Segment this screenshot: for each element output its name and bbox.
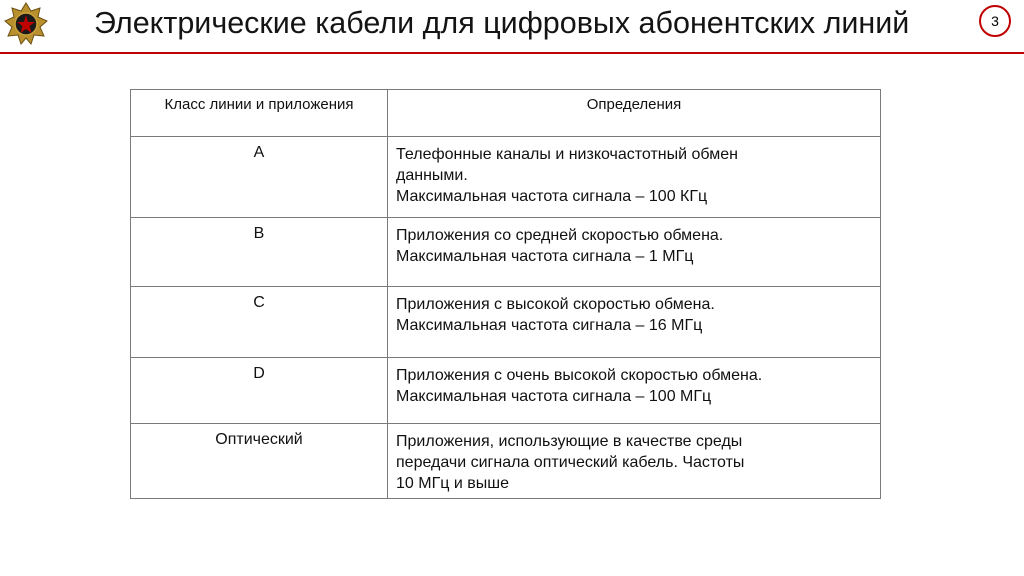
page-title: Электрические кабели для цифровых абонентских линий <box>94 6 910 40</box>
definition-cell: Приложения, использующие в качестве среды передачи сигнала оптический кабель. Частоты 10 МГц и выше <box>396 433 745 492</box>
table-row <box>131 358 881 424</box>
table-row <box>131 218 881 287</box>
header-divider <box>0 52 1024 54</box>
table-header-row <box>131 90 881 137</box>
page-number-badge <box>979 5 1011 37</box>
definition-cell: Приложения со средней скоростью обмена. Максимальная частота сигнала – 1 МГц <box>396 227 724 265</box>
definition-cell: Телефонные каналы и низкочастотный обмен данными. Максимальная частота сигнала – 100 КГц <box>396 146 738 205</box>
military-emblem-icon <box>4 2 48 46</box>
class-cell: Оптический <box>215 431 303 448</box>
table-row <box>131 287 881 358</box>
class-cell: D <box>253 365 265 382</box>
table-row <box>131 424 881 499</box>
column-header-definitions: Определения <box>388 90 881 137</box>
definition-cell: Приложения с очень высокой скоростью обмена. Максимальная частота сигнала – 100 МГц <box>396 367 763 405</box>
page-number: 3 <box>991 13 999 29</box>
definition-cell: Приложения с высокой скоростью обмена. Максимальная частота сигнала – 16 МГц <box>396 296 715 334</box>
class-cell: B <box>253 225 265 242</box>
table-row <box>131 137 881 218</box>
class-cell: A <box>253 144 265 161</box>
line-class-table <box>130 89 881 499</box>
class-cell: C <box>253 294 265 311</box>
column-header-class: Класс линии и приложения <box>131 90 388 137</box>
